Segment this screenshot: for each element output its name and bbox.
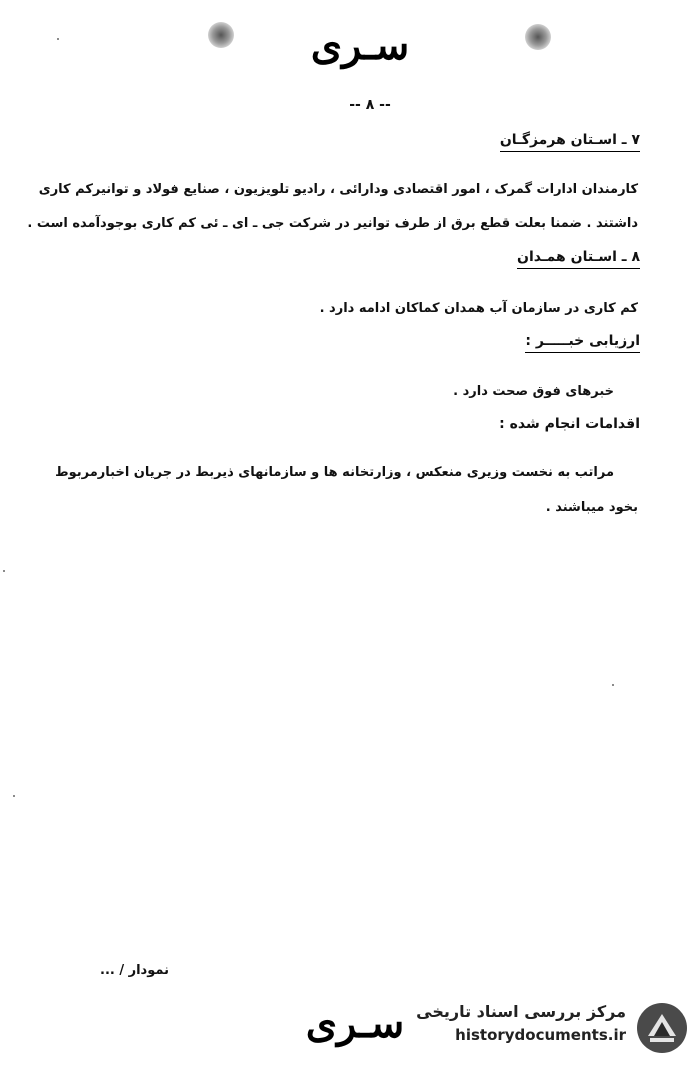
watermark-title: مرکز بررسی اسناد تاریخی [416, 1002, 626, 1021]
classification-footer: سـری [305, 1000, 405, 1047]
section-8-heading: ۸ ـ اسـتان همـدان [517, 249, 640, 269]
actions-line-1: مراتب به نخست وزیری منعکس ، وزارتخانه ها و سازمانهای ذیربط در جریان اخبارمربوط [55, 465, 614, 480]
page-number: -- ۸ -- [349, 97, 391, 113]
section-8-line-1: کم کاری در سازمان آب همدان کماکان ادامه دارد . [319, 301, 638, 316]
scan-speck [57, 38, 59, 40]
ink-blot-left [208, 22, 234, 48]
ink-blot-right [525, 24, 551, 50]
scan-speck [612, 684, 614, 686]
section-7-line-2: داشتند . ضمنا بعلت قطع برق از طرف توانیر در شرکت جی ـ ای ـ ئی کم کاری بوجودآمده است . [27, 216, 638, 231]
scan-speck [13, 795, 15, 797]
actions-heading: اقدامات انجام شده : [499, 416, 640, 432]
section-7-heading: ۷ ـ اسـتان هرمزگـان [500, 132, 640, 152]
classification-header: سـری [310, 22, 410, 69]
scan-speck [3, 570, 5, 572]
evaluation-text: خبرهای فوق صحت دارد . [453, 384, 614, 399]
evaluation-heading: ارزیابی خبـــــر : [525, 333, 640, 353]
section-7-line-1: کارمندان ادارات گمرک ، امور اقتصادی ودارائی ، رادیو تلویزیون ، صنایع فولاد و توانیرکم کاری [38, 182, 638, 197]
watermark-url[interactable]: historydocuments.ir [455, 1026, 626, 1044]
watermark [416, 1000, 690, 1058]
chart-reference: نمودار / ... [100, 963, 169, 978]
actions-line-2: بخود میباشند . [545, 500, 638, 515]
archive-book-icon [634, 1000, 690, 1056]
